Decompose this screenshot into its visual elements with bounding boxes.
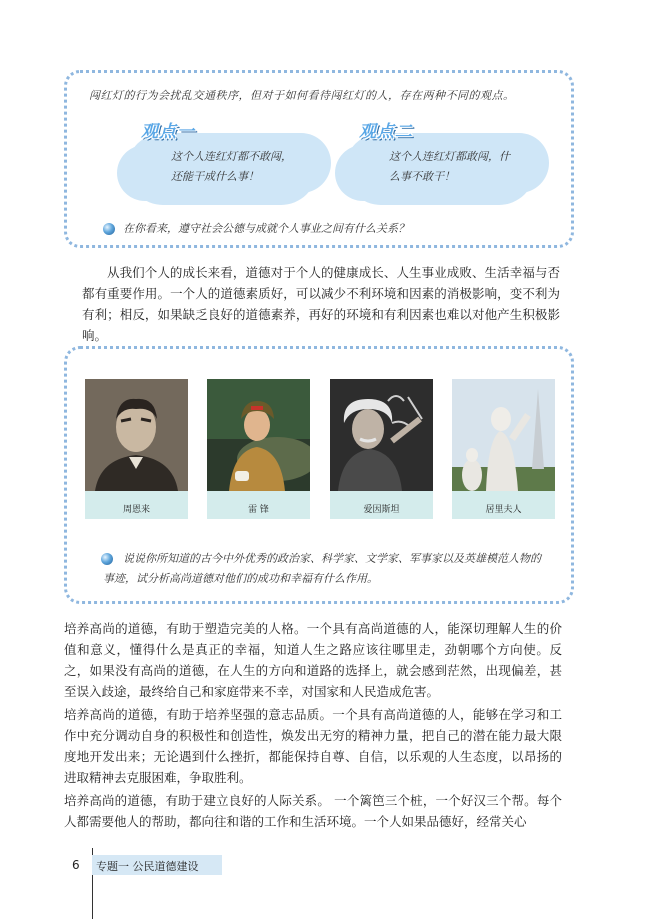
caption-einstein: 爱因斯坦 — [363, 505, 400, 515]
photo-row — [85, 379, 555, 519]
viewpoint-one-title: 观点一 — [141, 122, 195, 142]
viewpoint-two-title: 观点二 — [359, 122, 413, 142]
viewpoint-two-text: 这个人连红灯都敢闯，什么事不敢干！ — [389, 150, 510, 183]
viewpoint-two-cloud — [345, 122, 535, 205]
discussion-box-red-light — [64, 70, 574, 248]
viewpoint-one-text: 这个人连红灯都不敢闯，还能干成什么事！ — [171, 150, 292, 183]
bullet-circle-icon — [103, 223, 115, 235]
portrait-einstein-image — [330, 379, 433, 491]
portrait-lei-feng-image — [207, 379, 310, 491]
photo-card-zhou-enlai — [85, 379, 188, 519]
photo-card-einstein — [330, 379, 433, 519]
caption-marie-curie: 居里夫人 — [485, 505, 522, 515]
paragraph-personal-growth: 从我们个人的成长来看，道德对于个人的健康成长、人生事业成败、生活幸福与否都有重要作用。一个人的道德素质好，可以减少不利环境和因素的消极影响，变不利为有利；相反，如果缺乏良好的道德素养，再好的环境和有利因素也难以对他产生积极影响。 — [82, 265, 560, 343]
box2-question: 说说你所知道的古今中外优秀的政治家、科学家、文学家、军事家以及英雄模范人物的事迹，试分析高尚道德对他们的成功和幸福有什么作用。 — [103, 552, 541, 585]
box1-question: 在你看来，遵守社会公德与成就个人事业之间有什么关系？ — [123, 222, 409, 235]
viewpoint-one-cloud — [127, 122, 317, 205]
chapter-label: 专题一 公民道德建设 — [96, 860, 199, 873]
discussion-box-figures — [64, 346, 574, 604]
photo-card-marie-curie — [452, 379, 555, 519]
statue-marie-curie-image — [452, 379, 555, 491]
paragraph-perfect-personality: 培养高尚的道德，有助于塑造完美的人格。一个具有高尚道德的人，能深切理解人生的价值和意义，懂得什么是真正的幸福，知道人生之路应该往哪里走，劲朝哪个方向使。反之，如果没有高尚的道德，在人生的方向和道路的选择上，就会感到茫然，出现偏差，甚至误入歧途，最终给自己和家庭带来不幸，对国家和人民造成危害。 — [64, 621, 562, 699]
caption-lei-feng: 雷 锋 — [248, 505, 269, 515]
paragraph-relationships: 培养高尚的道德，有助于建立良好的人际关系。 一个篱笆三个桩，一个好汉三个帮。每个人都需要他人的帮助，都向往和谐的工作和生活环境。一个人如果品德好，经常关心 — [64, 793, 562, 829]
photo-card-lei-feng — [207, 379, 310, 519]
caption-zhou-enlai: 周恩来 — [122, 505, 150, 515]
page-number: 6 — [72, 858, 80, 872]
portrait-zhou-enlai-image — [85, 379, 188, 491]
paragraph-strong-will: 培养高尚的道德，有助于培养坚强的意志品质。一个具有高尚道德的人，能够在学习和工作中充分调动自身的积极性和创造性，焕发出无穷的精神力量，把自己的潜在能力最大限度地开发出来；无论遇到什么挫折，都能保持自尊、自信，以乐观的人生态度，以昂扬的进取精神去克服困难，争取胜利。 — [64, 707, 562, 785]
box1-intro: 闯红灯的行为会扰乱交通秩序，但对于如何看待闯红灯的人，存在两种不同的观点。 — [89, 89, 515, 102]
